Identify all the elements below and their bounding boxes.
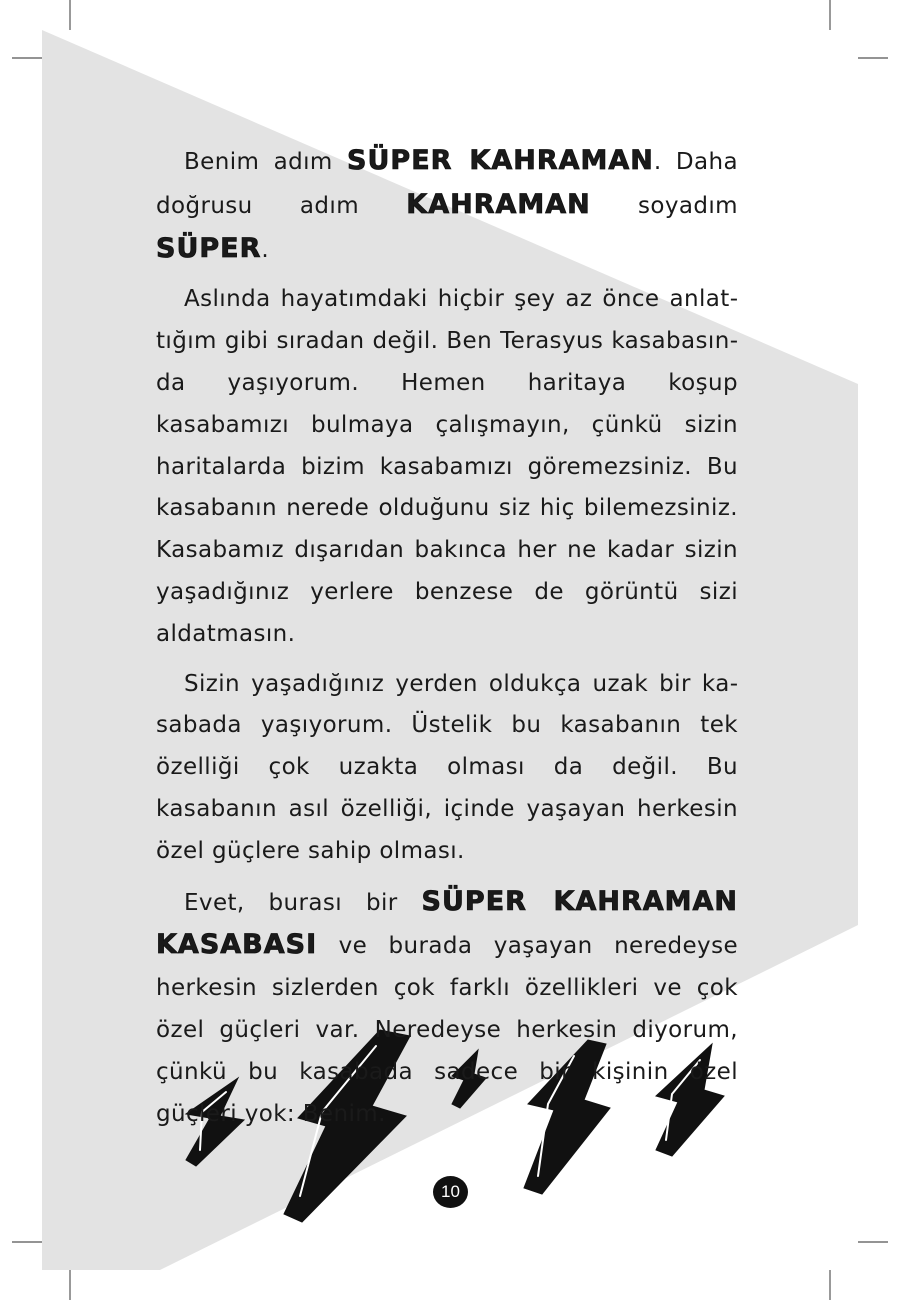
emphasis-text: SÜPER KAHRAMAN KASABASI: [156, 885, 738, 961]
text-run: ve burada yaşayan neredeyse herkesin sizlerden çok farklı özellikleri ve çok özel güçleri var. Neredeyse herkesin diyorum, çünkü bu kasabada sadece bir kişinin özel güçleri yok: Benim.: [156, 933, 738, 1127]
paragraph: [156, 140, 738, 271]
text-run: Benim adım: [184, 149, 348, 175]
text-run: Aslında hayatımdaki hiçbir şey az önce anlattığım gibi sıradan değil. Ben Terasyus kasabasında yaşıyorum. Hemen haritaya koşup kasabamızı bulmaya çalışmayın, çünkü sizin haritalarda bizim kasabamızı göremezsiniz. Bu kasabanın nerede olduğunu siz hiç bilemezsiniz. Kasabamız dışarıdan bakınca her ne kadar sizin yaşadığınız yerlere benzese de görüntü sizi aldatmasın.: [156, 286, 738, 647]
paragraph: [156, 279, 738, 655]
text-run: soyadım: [590, 192, 738, 219]
paragraph: [156, 664, 738, 873]
body-text: [156, 140, 738, 1143]
page-number-badge: [433, 1176, 468, 1208]
emphasis-text: KAHRAMAN: [406, 188, 591, 220]
text-run: . Daha doğrusu adım: [156, 149, 739, 219]
paragraph: [156, 881, 738, 1136]
emphasis-text: SÜPER: [156, 232, 262, 264]
emphasis-text: SÜPER KAHRAMAN: [347, 145, 654, 176]
page-number: 10: [441, 1182, 460, 1201]
text-run: .: [261, 236, 270, 263]
text-run: Sizin yaşadığınız yerden oldukça uzak bir kasabada yaşıyorum. Üstelik bu kasabanın tek özelliği çok uzakta olması da değil. Bu kasabanın asıl özelliği, içinde yaşayan herkesin özel güçlere sahip olması.: [156, 670, 738, 864]
text-run: Evet, burası bir: [184, 889, 422, 916]
